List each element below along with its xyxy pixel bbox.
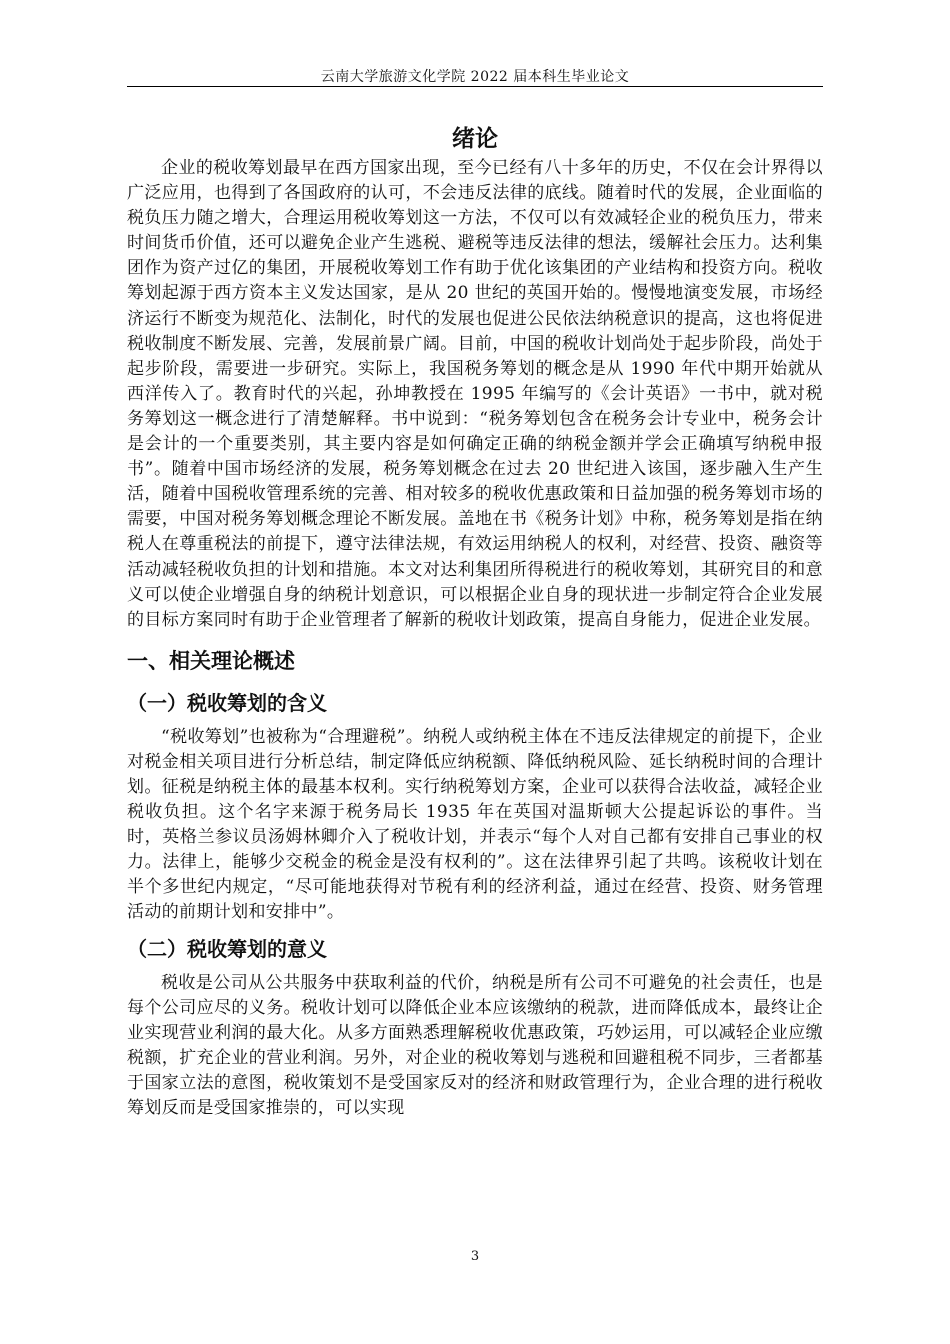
subsection-heading-significance: （二）税收筹划的意义 — [127, 936, 327, 961]
chapter-title: 绪论 — [452, 126, 498, 152]
section-heading: 一、相关理论概述 — [127, 648, 295, 673]
intro-paragraph: 企业的税收筹划最早在西方国家出现，至今已经有八十多年的历史，不仅在会计界得以广泛应用，也得到了各国政府的认可，不会违反法律的底线。随着时代的发展，企业面临的税负压力随之增大，合理运用税收筹划这一方法，不仅可以有效减轻企业的税负压力，带来时间货币价值，还可以避免企业产生逃税、避税等违反法律的想法，缓解社会压力。达利集团作为资产过亿的集团，开展税收筹划工作有助于优化该集团的产业结构和投资方向。税收筹划起源于西方资本主义发达国家，是从 20 世纪的英国开始的。慢慢地演变发展，市场经济运行不断变为规范化、法制化，时代的发展也促进公民依法纳税意识的提高，这也将促进税收制度不断发展、完善，发展前景广阔。目前，中国的税收计划尚处于起步阶段，尚处于起步阶段，需要进一步研究。实际上，我国税务筹划的概念是从 1990 年代中期开始就从西洋传入了。教育时代的兴起，孙坤教授在 1995 年编写的《会计英语》一书中，就对税务筹划这一概念进行了清楚解释。书中说到：“税务筹划包含在税务会计专业中，税务会计是会计的一个重要类别，其主要内容是如何确定正确的纳税金额并学会正确填写纳税申报书”。随着中国市场经济的发展，税务筹划概念在过去 20 世纪进入该国，逐步融入生产生活，随着中国税收管理系统的完善、相对较多的税收优惠政策和日益加强的税务筹划市场的需要，中国对税务筹划概念理论不断发展。盖地在书《税务计划》中称，税务筹划是指在纳税人在尊重税法的前提下，遵守法律法规，有效运用纳税人的权利，对经营、投资、融资等活动减轻税收负担的计划和措施。本文对达利集团所得税进行的税收筹划，其研究目的和意义可以使企业增强自身的纳税计划意识，可以根据企业自身的现状进一步制定符合企业发展的目标方案同时有助于企业管理者了解新的税收计划政策，提高自身能力，促进企业发展。 — [127, 158, 823, 630]
meaning-paragraph: “税收筹划”也被称为“合理避税”。纳税人或纳税主体在不违反法律规定的前提下，企业对税金相关项目进行分析总结，制定降低应纳税额、降低纳税风险、延长纳税时间的合理计划。征税是纳税主体的最基本权利。实行纳税筹划方案，企业可以获得合法收益，减轻企业税收负担。这个名字来源于税务局长 1935 年在英国对温斯顿大公提起诉讼的事件。当时，英格兰参议员汤姆林卿介入了税收计划，并表示“每个人对自己都有安排自己事业的权力。法律上，能够少交税金的税金是没有权利的”。这在法律界引起了共鸣。该税收计划在半个多世纪内规定，“尽可能地获得对节税有利的经济利益，通过在经营、投资、财务管理活动的前期计划和安排中”。 — [127, 726, 823, 923]
page-body — [127, 122, 823, 1121]
page-number: 3 — [470, 1249, 480, 1264]
header-rule — [127, 86, 823, 87]
running-header: 云南大学旅游文化学院 2022 届本科生毕业论文 — [320, 69, 630, 85]
significance-paragraph: 税收是公司从公共服务中获取利益的代价，纳税是所有公司不可避免的社会责任，也是每个公司应尽的义务。税收计划可以降低企业本应该缴纳的税款，进而降低成本，最终让企业实现营业利润的最大化。从多方面熟悉理解税收优惠政策，巧妙运用，可以减轻企业应缴税额，扩充企业的营业利润。另外，对企业的税收筹划与逃税和回避租税不同步，三者都基于国家立法的意图，税收策划不是受国家反对的经济和财政管理行为，企业合理的进行税收筹划反而是受国家推崇的，可以实现 — [127, 972, 823, 1118]
subsection-heading-meaning: （一）税收筹划的含义 — [127, 690, 327, 715]
